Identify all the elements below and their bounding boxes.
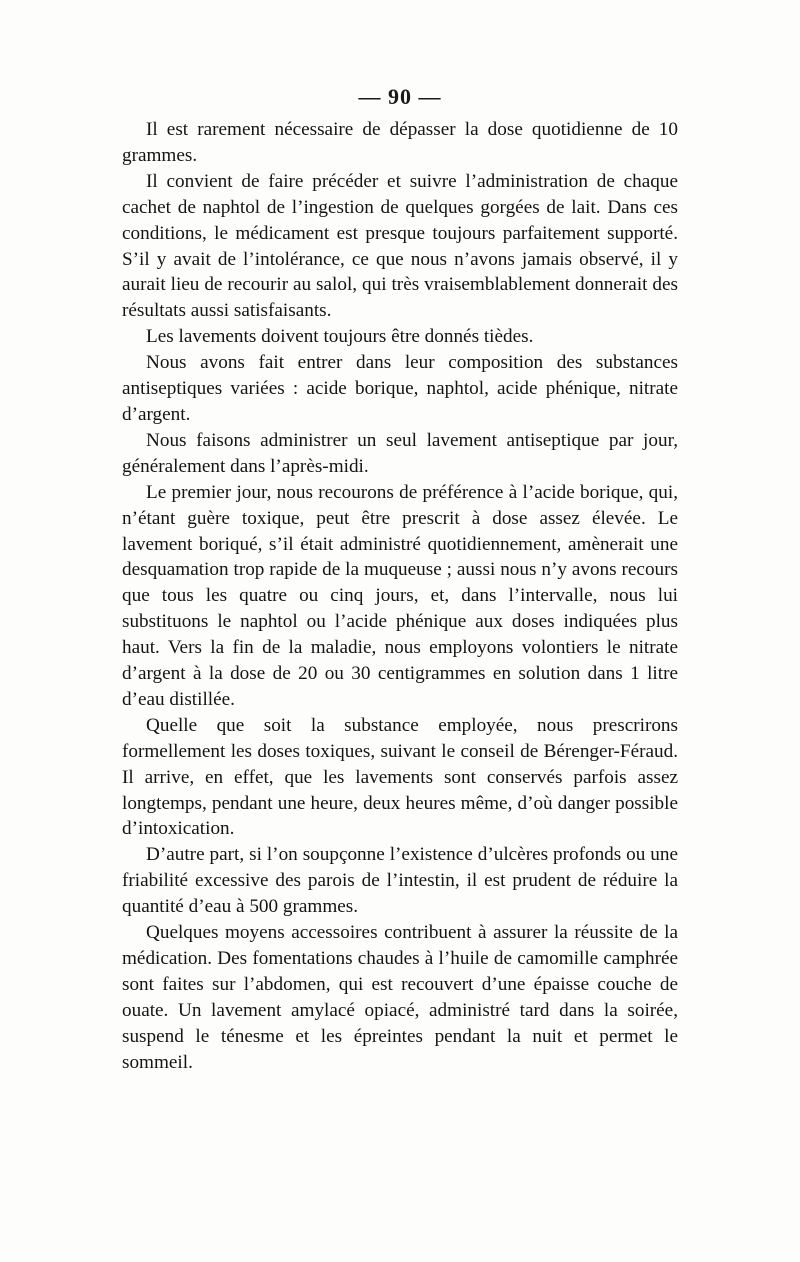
paragraph-7: Quelle que soit la substance employée, nous prescrirons formellement les doses toxiques, suivant le conseil de Bérenger-Féraud. Il arrive, en effet, que les lavements sont conservés parfois assez longtemps, pendant une heure, deux heures même, d’où danger possible d’intoxication. (122, 714, 678, 840)
page-number: — 90 — (358, 84, 442, 109)
paragraph-6: Le premier jour, nous recourons de préférence à l’acide borique, qui, n’étant guère toxique, peut être prescrit à dose assez élevée. Le lavement boriqué, s’il était administré quotidiennement, amènerait une desquamation trop rapide de la muqueuse ; aussi nous n’y avons recours que tous les quatre ou cinq jours, et, dans l’intervalle, nous lui substituons le naphtol ou l’acide phénique aux doses indiquées plus haut. Vers la fin de la maladie, nous employons volontiers le nitrate d’argent à la dose de 20 ou 30 centigrammes en solution dans 1 litre d’eau distillée. (122, 481, 678, 710)
body-text (122, 117, 678, 1076)
paragraph-9: Quelques moyens accessoires contribuent à assurer la réussite de la médication. Des fomentations chaudes à l’huile de camomille camphrée sont faites sur l’abdomen, qui est recouvert d’une épaisse couche de ouate. Un lavement amylacé opiacé, administré tard dans la soirée, suspend le ténesme et les épreintes pendant la nuit et permet le sommeil. (122, 922, 678, 1073)
paragraph-5: Nous faisons administrer un seul lavement antiseptique par jour, généralement dans l’après-midi. (122, 429, 678, 477)
paragraph-4: Nous avons fait entrer dans leur composition des substances antiseptiques variées : acide borique, naphtol, acide phénique, nitrate d’argent. (122, 352, 678, 425)
paragraph-8: D’autre part, si l’on soupçonne l’existence d’ulcères profonds ou une friabilité excessive des parois de l’intestin, il est prudent de réduire la quantité d’eau à 500 grammes. (122, 844, 678, 918)
paragraph-1: Il est rarement nécessaire de dépasser la dose quotidienne de 10 grammes. (122, 119, 678, 166)
paragraph-2: Il convient de faire précéder et suivre l’administration de chaque cachet de naphtol de l’ingestion de quelques gorgées de lait. Dans ces conditions, le médicament est presque toujours parfaitement supporté. S’il y avait de l’intolérance, ce que nous n’avons jamais observé, il y aurait lieu de recourir au salol, qui très vraisemblablement donnerait des résultats aussi satisfaisants. (122, 170, 678, 322)
paragraph-3: Les lavements doivent toujours être donnés tièdes. (146, 326, 534, 348)
